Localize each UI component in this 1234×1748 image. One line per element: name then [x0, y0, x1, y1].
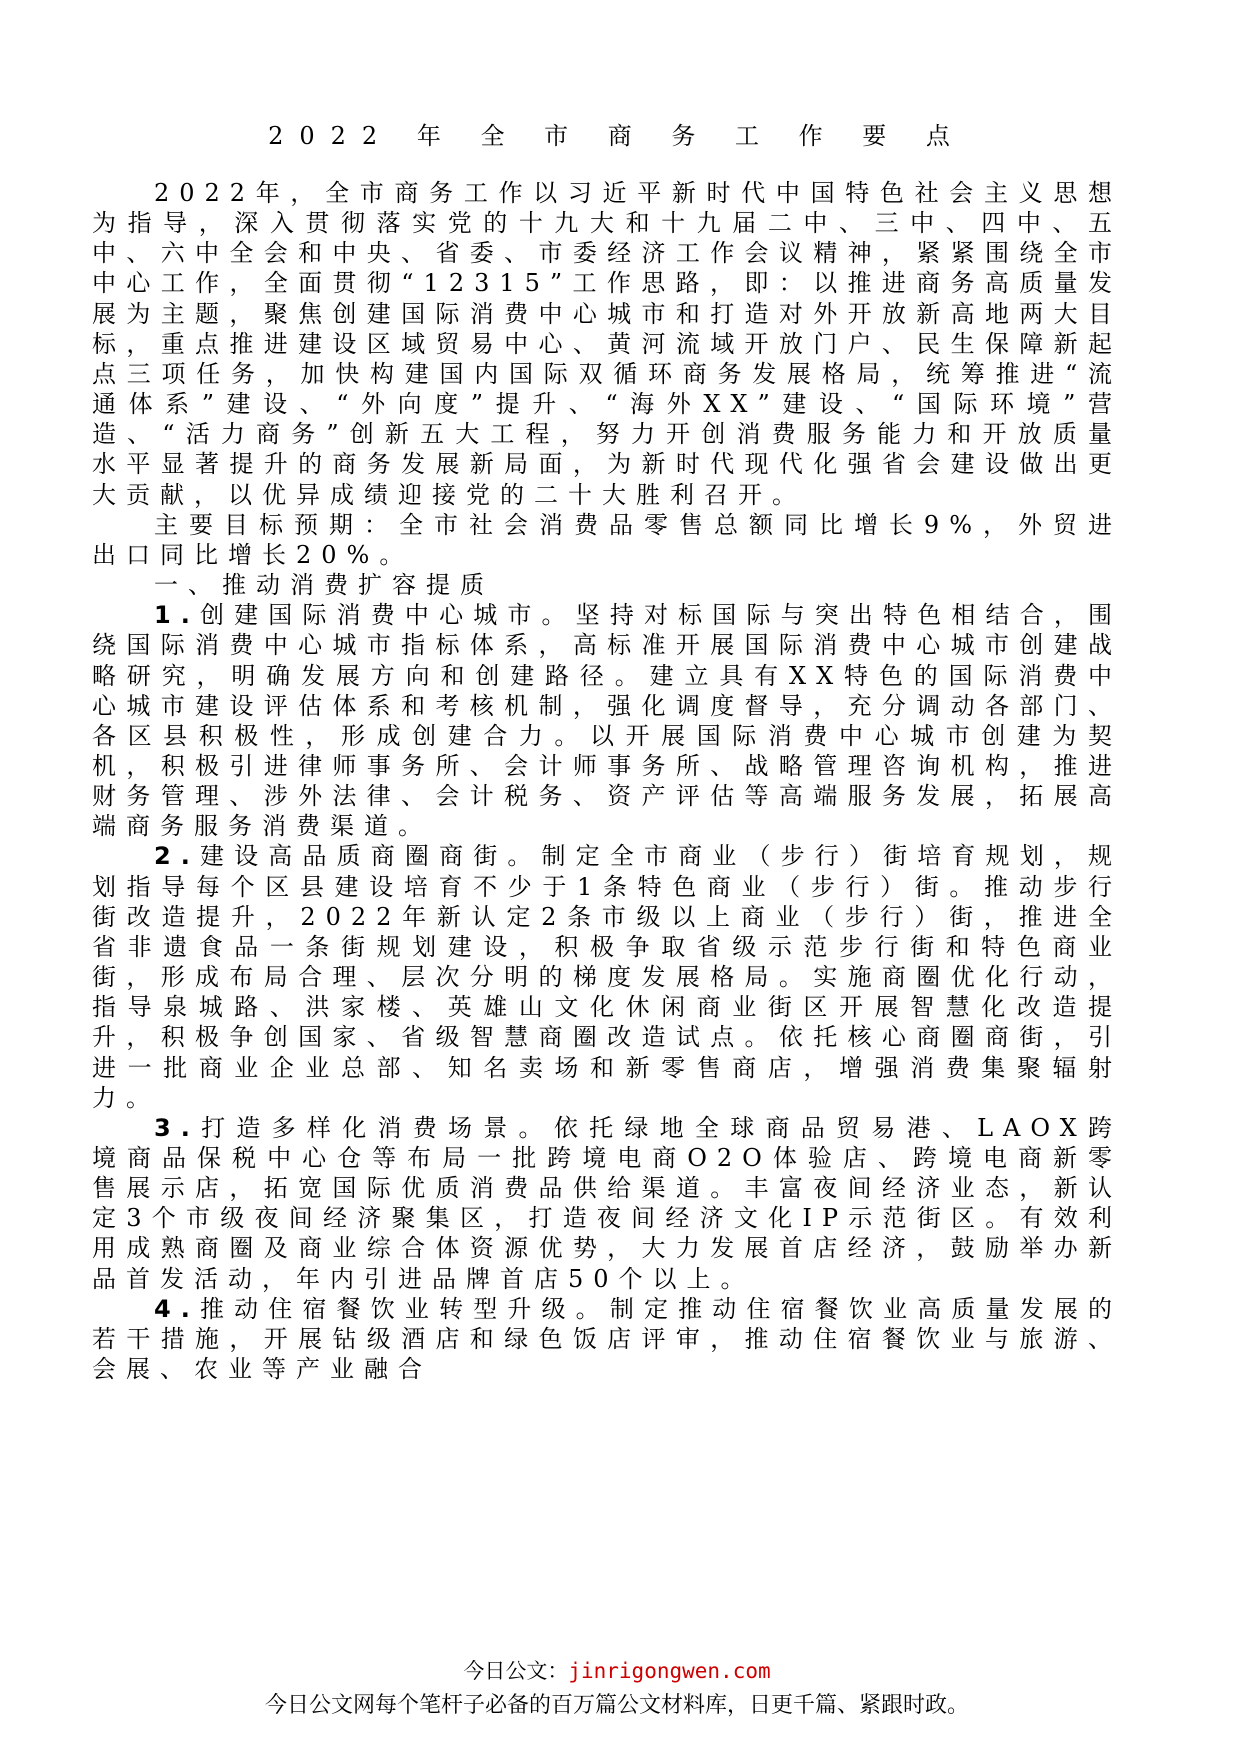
item-number: 1.: [154, 601, 200, 630]
item-number: 4.: [154, 1294, 200, 1323]
item-number: 2.: [154, 842, 200, 871]
list-item: [92, 1294, 1122, 1384]
list-item: [92, 841, 1122, 1112]
item-text: 推动住宿餐饮业转型升级。制定推动住宿餐饮业高质量发展的若干措施，开展钻级酒店和绿色饭店评审，推动住宿餐饮业与旅游、会展、农业等产业融合: [92, 1294, 1122, 1384]
footer-slogan: 今日公文网每个笔杆子必备的百万篇公文材料库，日更千篇、紧跟时政。: [264, 1693, 969, 1718]
footer-site-link[interactable]: jinrigongwen.com: [568, 1659, 771, 1683]
list-item: [92, 600, 1122, 841]
footer-source-line: [0, 1656, 1234, 1686]
section-heading: 一、推动消费扩容提质: [154, 571, 494, 600]
goals-paragraph: 主要目标预期：全市社会消费品零售总额同比增长9%，外贸进出口同比增长20%。: [92, 510, 1122, 569]
intro-paragraph: 2022年，全市商务工作以习近平新时代中国特色社会主义思想为指导，深入贯彻落实党的十九大和十九届二中、三中、四中、五中、六中全会和中央、省委、市委经济工作会议精神，紧紧围绕全市中心工作，全面贯彻“12315”工作思路，即：以推进商务高质量发展为主题，聚焦创建国际消费中心城市和打造对外开放新高地两大目标，重点推进建设区域贸易中心、黄河流域开放门户、民生保障新起点三项任务，加快构建国内国际双循环商务发展格局，统筹推进“流通体系”建设、“外向度”提升、“海外XX”建设、“国际环境”营造、“活力商务”创新五大工程，努力开创消费服务能力和开放质量水平显著提升的商务发展新局面，为新时代现代化强省会建设做出更大贡献，以优异成绩迎接党的二十大胜利召开。: [92, 179, 1122, 509]
document-body: [92, 178, 1122, 1384]
item-text: 打造多样化消费场景。依托绿地全球商品贸易港、LAOX跨境商品保税中心仓等布局一批跨境电商O2O体验店、跨境电商新零售展示店，拓宽国际优质消费品供给渠道。丰富夜间经济业态，新认定3个市级夜间经济聚集区，打造夜间经济文化IP示范街区。有效利用成熟商圈及商业综合体资源优势，大力发展首店经济，鼓励举办新品首发活动，年内引进品牌首店50个以上。: [92, 1113, 1122, 1293]
item-number: 3.: [154, 1113, 200, 1142]
item-text: 建设高品质商圈商街。制定全市商业（步行）街培育规划，规划指导每个区县建设培育不少于1条特色商业（步行）街。推动步行街改造提升，2022年新认定2条市级以上商业（步行）街，推进全省非遗食品一条街规划建设，积极争取省级示范步行街和特色商业街，形成布局合理、层次分明的梯度发展格局。实施商圈优化行动，指导泉城路、洪家楼、英雄山文化休闲商业街区开展智慧化改造提升，积极争创国家、省级智慧商圈改造试点。依托核心商圈商街，引进一批商业企业总部、知名卖场和新零售商店，增强消费集聚辐射力。: [92, 842, 1122, 1112]
list-item: [92, 1113, 1122, 1294]
footer-label: 今日公文：: [463, 1659, 569, 1683]
item-text: 创建国际消费中心城市。坚持对标国际与突出特色相结合，围绕国际消费中心城市指标体系，高标准开展国际消费中心城市创建战略研究，明确发展方向和创建路径。建立具有XX特色的国际消费中心城市建设评估体系和考核机制，强化调度督导，充分调动各部门、各区县积极性，形成创建合力。以开展国际消费中心城市创建为契机，积极引进律师事务所、会计师事务所、战略管理咨询机构，推进财务管理、涉外法律、会计税务、资产评估等高端服务发展，拓展高端商务服务消费渠道。: [92, 601, 1122, 841]
footer: [0, 1656, 1234, 1724]
document-title: 2022 年 全 市 商 务 工 作 要 点: [268, 122, 966, 150]
